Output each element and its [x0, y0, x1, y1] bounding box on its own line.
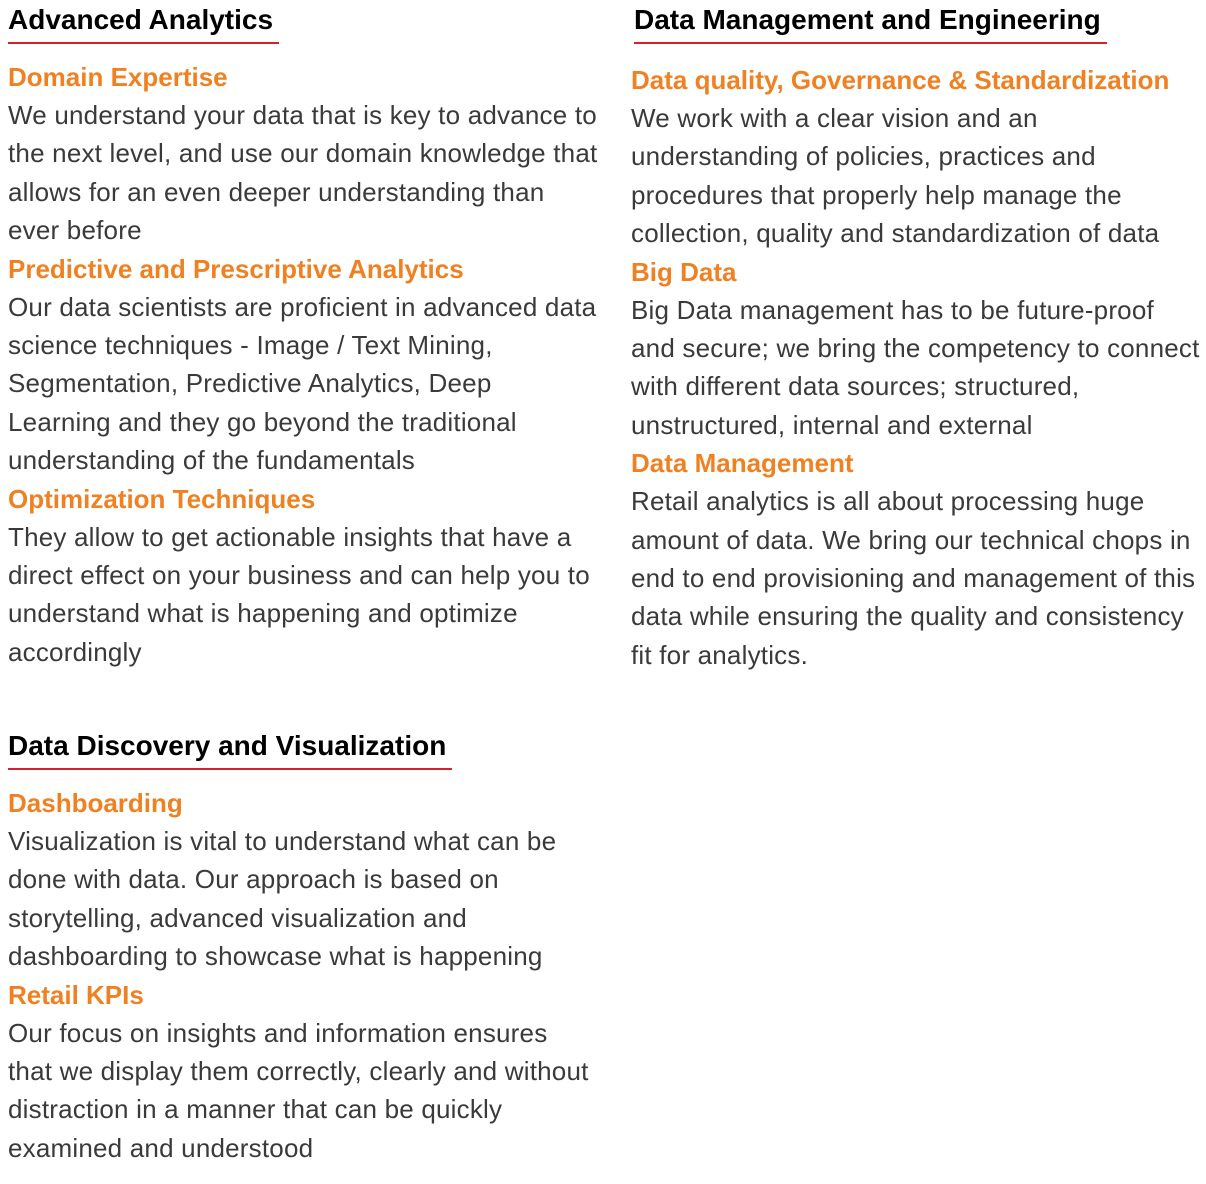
item-heading: Big Data	[631, 256, 737, 287]
section-items	[8, 58, 598, 671]
item-optimization-techniques	[8, 480, 598, 672]
item-body: Visualization is vital to understand what can be done with data. Our approach is based on storytelling, advanced visualization and dashboarding to showcase what is happening	[8, 826, 557, 972]
item-body: Our data scientists are proficient in advanced data science techniques - Image / Text Mining, Segmentation, Predictive Analytics, Deep Learning and they go beyond the traditional understanding of the fundamentals	[8, 291, 597, 476]
item-domain-expertise	[8, 58, 598, 250]
section-title: Data Management and Engineering	[634, 2, 1107, 44]
section-items	[631, 61, 1203, 674]
item-body: Our focus on insights and information ensures that we display them correctly, clearly and without distraction in a manner that can be quickly examined and understood	[8, 1017, 589, 1163]
item-retail-kpis	[8, 976, 598, 1168]
item-heading: Optimization Techniques	[8, 483, 316, 514]
item-body: Big Data management has to be future-proof and secure; we bring the competency to connect with different data sources; structured, unstructured, internal and external	[631, 294, 1200, 440]
item-body: They allow to get actionable insights that have a direct effect on your business and can help you to understand what is happening and optimize accordingly	[8, 521, 590, 667]
item-heading: Data quality, Governance & Standardization	[631, 65, 1170, 95]
item-heading: Dashboarding	[8, 788, 183, 818]
item-data-management	[631, 444, 1203, 674]
item-body: We work with a clear vision and an understanding of policies, practices and procedures that properly help manage the collection, quality and standardization of data	[631, 103, 1160, 249]
item-dashboarding	[8, 784, 598, 976]
item-heading: Domain Expertise	[8, 62, 228, 92]
section-title: Advanced Analytics	[8, 2, 279, 44]
section-title: Data Discovery and Visualization	[8, 728, 452, 770]
item-heading: Data Management	[631, 448, 854, 479]
item-big-data	[631, 253, 1203, 445]
item-predictive-prescriptive	[8, 250, 598, 480]
advanced-analytics-section	[8, 2, 598, 671]
item-body: We understand your data that is key to advance to the next level, and use our domain knowledge that allows for an even deeper understanding than ever before	[8, 100, 598, 246]
section-items	[8, 784, 598, 1167]
item-body: Retail analytics is all about processing huge amount of data. We bring our technical chops in end to end provisioning and management of this data while ensuring the quality and consistency fit for analytics.	[631, 486, 1196, 670]
data-discovery-section	[8, 728, 598, 1167]
item-heading: Predictive and Prescriptive Analytics	[8, 253, 464, 284]
item-heading: Retail KPIs	[8, 979, 144, 1010]
data-management-section	[631, 2, 1203, 674]
item-data-quality	[631, 61, 1203, 253]
